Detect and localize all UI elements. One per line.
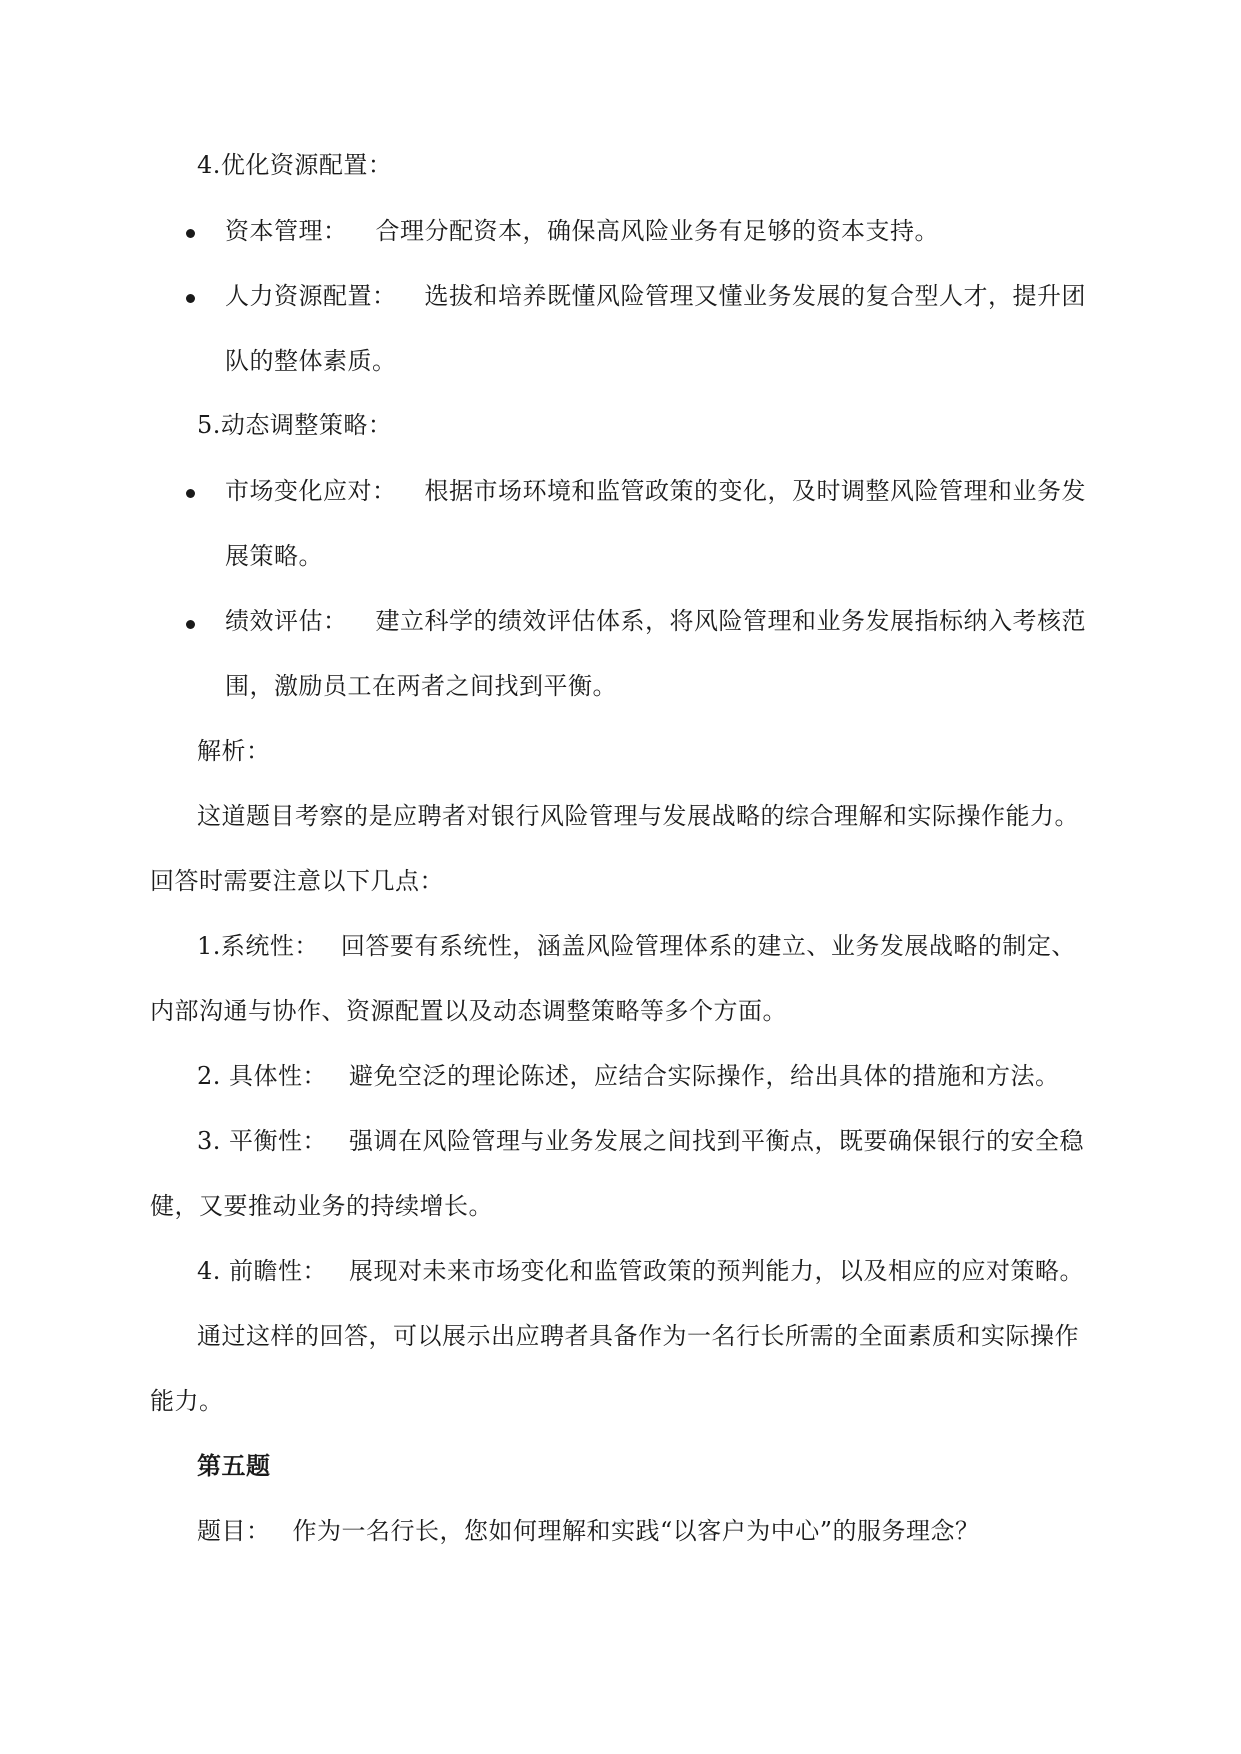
bullet-label: 市场变化应对：	[225, 477, 397, 505]
analysis-point-systematic	[197, 931, 1076, 961]
analysis-point-specific	[197, 1061, 1060, 1091]
point-text: 展现对未来市场变化和监管政策的预判能力，以及相应的应对策略。	[349, 1257, 1085, 1285]
bullet-item-market	[225, 476, 1086, 506]
bullet-icon	[186, 229, 195, 238]
point-text: 强调在风险管理与业务发展之间找到平衡点，既要确保银行的安全稳	[349, 1127, 1085, 1155]
bullet-icon	[186, 294, 195, 303]
point-text: 回答要有系统性，涵盖风险管理体系的建立、业务发展战略的制定、	[340, 932, 1076, 960]
bullet-text: 建立科学的绩效评估体系，将风险管理和业务发展指标纳入考核范	[375, 607, 1086, 635]
bullet-continuation: 队的整体素质。	[225, 347, 397, 375]
bullet-item-hr	[225, 281, 1086, 311]
analysis-point-foresight	[197, 1256, 1084, 1286]
bullet-continuation: 围，激励员工在两者之间找到平衡。	[225, 672, 617, 700]
point-label: 4. 前瞻性：	[197, 1257, 328, 1285]
point-label: 1.系统性：	[197, 932, 319, 960]
prompt-label: 题目：	[197, 1517, 271, 1545]
point-label: 2. 具体性：	[197, 1062, 328, 1090]
point-continuation: 内部沟通与协作、资源配置以及动态调整策略等多个方面。	[150, 997, 787, 1025]
bullet-item-capital	[225, 216, 939, 246]
prompt-text: 作为一名行长，您如何理解和实践“以客户为中心”的服务理念？	[292, 1517, 980, 1545]
bullet-label: 绩效评估：	[225, 607, 348, 635]
bullet-text: 根据市场环境和监管政策的变化，及时调整风险管理和业务发	[424, 477, 1086, 505]
point-label: 3. 平衡性：	[197, 1127, 328, 1155]
analysis-point-balance	[197, 1126, 1084, 1156]
bullet-icon	[186, 489, 195, 498]
bullet-icon	[186, 620, 195, 629]
question5-title: 第五题	[197, 1451, 271, 1480]
point-text: 避免空泛的理论陈述，应结合实际操作，给出具体的措施和方法。	[349, 1062, 1060, 1090]
bullet-item-performance	[225, 606, 1086, 636]
bullet-continuation: 展策略。	[225, 542, 323, 570]
bullet-label: 人力资源配置：	[225, 282, 397, 310]
analysis-intro-line1: 这道题目考察的是应聘者对银行风险管理与发展战略的综合理解和实际操作能力。	[197, 802, 1079, 830]
bullet-text: 合理分配资本，确保高风险业务有足够的资本支持。	[375, 217, 939, 245]
bullet-text: 选拔和培养既懂风险管理又懂业务发展的复合型人才，提升团	[424, 282, 1086, 310]
analysis-heading: 解析：	[197, 737, 271, 765]
bullet-label: 资本管理：	[225, 217, 348, 245]
point-continuation: 健，又要推动业务的持续增长。	[150, 1192, 493, 1220]
analysis-conclusion-line1: 通过这样的回答，可以展示出应聘者具备作为一名行长所需的全面素质和实际操作	[197, 1322, 1079, 1350]
section4-heading: 4.优化资源配置：	[197, 151, 393, 179]
analysis-conclusion-line2: 能力。	[150, 1387, 224, 1415]
analysis-intro-line2: 回答时需要注意以下几点：	[150, 867, 444, 895]
section5-heading: 5.动态调整策略：	[197, 411, 393, 439]
question5-prompt	[197, 1516, 980, 1546]
